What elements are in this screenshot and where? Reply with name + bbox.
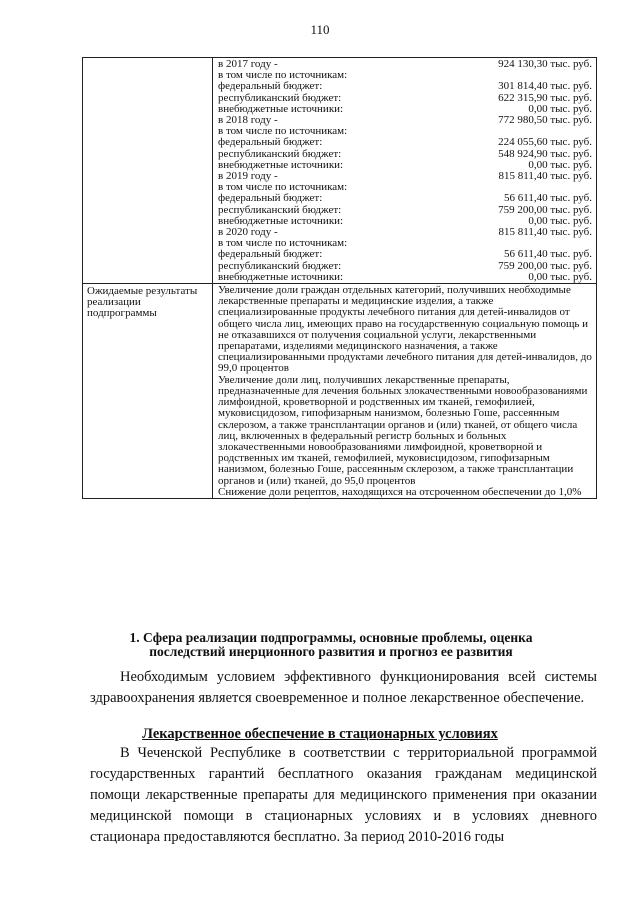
financing-item-label: федеральный бюджет: <box>218 136 323 149</box>
result-paragraph: Увеличение доли граждан отдельных категорий, получивших необходимые лекарственные препараты и медицинские изделия, а также специализированные продукты лечебного питания для детей-инвалидов от общего числа лиц, имеющих право на государственную социальную помощь и не отказавшихся от получения социальной услуги, лекарственными препаратами, изделиями медицинского назначения, а также специализированными продуктами лечебного питания для детей-инвалидов, до 99,0 процентов <box>218 284 592 375</box>
financing-item-amount: 772 980,50 тыс. руб. <box>498 114 592 127</box>
financing-item-label: республиканский бюджет: <box>218 259 342 272</box>
financing-item-amount: 759 200,00 тыс. руб. <box>498 259 592 272</box>
financing-row <box>83 58 597 284</box>
body-paragraph: В Чеченской Республике в соответствии с территориальной программой государственных гарантий бесплатного оказания гражданам медицинской помощи лекарственные препараты для медицинского применения при оказании медицинской помощи в стационарных условиях и в условиях дневного стационара предоставляются бесплатно. За период 2010-2016 годы <box>90 745 597 845</box>
financing-item-label: в 2018 году - <box>218 114 278 127</box>
financing-item-label: в том числе по источникам: <box>218 237 348 250</box>
financing-item <box>218 249 592 260</box>
financing-label-cell <box>83 58 213 284</box>
result-paragraph: Увеличение доли лиц, получивших лекарственные препараты, предназначенные для лечения больных злокачественными новообразованиями лимфоидной, кроветворной и родственных им тканей, гемофилией, муковисцидозом, гипофизарным нанизмом, болезнью Гоше, рассеянным склерозом, а также трансплантации органов и (или) тканей, от общего числа лиц, включенных в федеральный регистр больных и больных злокачественными новообразованиями лимфоидной, кроветворной и родственных им тканей, гемофилией, муковисцидозом, гипофизарным нанизмом, болезнью Гоше, рассеянным склерозом, а также трансплантации органов и (или) тканей, до 95,0 процентов <box>218 373 588 487</box>
financing-item-label: в 2017 году - <box>218 58 278 70</box>
financing-item-label: республиканский бюджет: <box>218 203 342 216</box>
financing-item-label: в том числе по источникам: <box>218 181 348 194</box>
financing-item-amount: 759 200,00 тыс. руб. <box>498 203 592 216</box>
financing-item-label: в том числе по источникам: <box>218 125 348 138</box>
financing-item-amount: 548 924,90 тыс. руб. <box>498 147 592 160</box>
financing-item-label: республиканский бюджет: <box>218 147 342 160</box>
subsection-heading: Лекарственное обеспечение в стационарных условиях <box>142 726 498 742</box>
financing-item-label: федеральный бюджет: <box>218 192 323 205</box>
financing-item-label: в том числе по источникам: <box>218 69 348 82</box>
financing-item-label: в 2019 году - <box>218 170 278 183</box>
financing-item-amount: 0,00 тыс. руб. <box>528 158 592 171</box>
financing-item-amount: 0,00 тыс. руб. <box>528 270 592 283</box>
financing-item-amount: 622 315,90 тыс. руб. <box>498 91 592 104</box>
subprogram-passport-table <box>82 57 597 499</box>
financing-item-label: федеральный бюджет: <box>218 80 323 93</box>
results-cell <box>213 284 597 499</box>
financing-item <box>218 193 592 204</box>
financing-item-label: федеральный бюджет: <box>218 248 323 261</box>
financing-cell <box>213 58 597 284</box>
financing-list <box>218 59 592 283</box>
financing-item-amount: 0,00 тыс. руб. <box>528 214 592 227</box>
financing-item <box>218 272 592 283</box>
results-row <box>83 284 597 499</box>
financing-item-label: республиканский бюджет: <box>218 91 342 104</box>
section-heading: 1. Сфера реализации подпрограммы, основные проблемы, оценка последствий инерционного развития и прогноз ее развития <box>129 630 533 659</box>
financing-item-amount: 56 611,40 тыс. руб. <box>504 248 592 261</box>
financing-item-amount: 815 811,40 тыс. руб. <box>498 170 592 183</box>
financing-item <box>218 81 592 92</box>
financing-item <box>218 137 592 148</box>
results-label: Ожидаемые результаты реализации подпрограммы <box>83 284 213 499</box>
financing-item-amount: 301 814,40 тыс. руб. <box>498 80 592 93</box>
financing-item-amount: 924 130,30 тыс. руб. <box>498 58 592 70</box>
financing-item-label: внебюджетные источники: <box>218 270 344 283</box>
financing-item-label: внебюджетные источники: <box>218 214 344 227</box>
body-paragraph: Необходимым условием эффективного функционирования всей системы здравоохранения является своевременное и полное лекарственное обеспечение. <box>90 669 597 706</box>
financing-item-label: в 2020 году - <box>218 226 278 239</box>
financing-item-label: внебюджетные источники: <box>218 158 344 171</box>
result-paragraph: Снижение доли рецептов, находящихся на отсроченном обеспечении до 1,0% <box>218 485 582 498</box>
page-number: 110 <box>310 22 330 37</box>
financing-item-amount: 224 055,60 тыс. руб. <box>498 136 592 149</box>
financing-item-amount: 56 611,40 тыс. руб. <box>504 192 592 205</box>
financing-item-label: внебюджетные источники: <box>218 102 344 115</box>
financing-item-amount: 0,00 тыс. руб. <box>528 102 592 115</box>
financing-item-amount: 815 811,40 тыс. руб. <box>498 226 592 239</box>
